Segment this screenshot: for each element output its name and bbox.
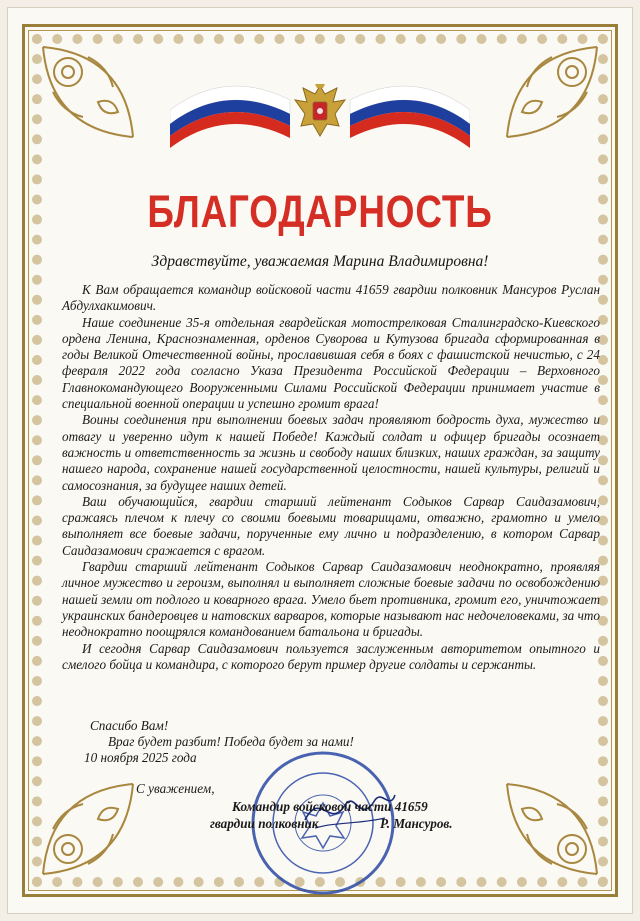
corner-ornament-icon	[38, 42, 168, 172]
corner-ornament-icon	[472, 42, 602, 172]
signer-name: Р. Мансуров.	[380, 816, 453, 831]
paragraph: Наше соединение 35-я отдельная гвардейская мотострелковая Сталинградско-Киевского ордена Ленина, Краснознаменная, орденов Суворова и Кутузова бригада сформированная в годы Великой Отечественной войны, прославившая себя в боях с фашистской нечистью, с 24 февраля 2022 года согласно Указа Президента Российской Федерации – Верховного Главнокомандующего Вооруженными Силами Российской Федерации принимает участие в специальной военной операции и успешно громит врага!	[62, 314, 600, 412]
signer-position-line2: гвардии полковник	[210, 816, 319, 831]
paragraph: И сегодня Сарвар Саидазамович пользуется заслуженным авторитетом опытного и смелого бойца и командира, с которого берут пример другие солдаты и сержанты.	[62, 640, 600, 672]
signer-position-line1: Командир войсковой части 41659	[232, 799, 428, 814]
paragraph: Гвардии старший лейтенант Содыков Сарвар Саидазамович неоднократно, проявляя личное мужество и героизм, выполнял и выполняет сложные боевые задачи по освобождению нашей земли от подлого и коварного врага. Умело бьет противника, громит его, уничтожает украинских бандеровцев и натовских варваров, которые называют нас недочеловеками, за что неоднократно поощрялся командованием батальона и бригады.	[62, 559, 600, 640]
paragraph: К Вам обращается командир войсковой части 41659 гвардии полковник Мансуров Руслан Абдулхакимович.	[62, 282, 600, 314]
paragraph: Воины соединения при выполнении боевых задач проявляют бодрость духа, мужество и отвагу и уверенно идут к нашей Победе! Каждый солдат и офицер бригады осознает важность и ответственность за жизнь и свободу наших близких, наших граждан, за защиту нашего народа, сохранение нашей государственной целостности, нашей культуры, религий и самосознания, за будущее наших детей.	[62, 412, 600, 493]
paragraph: Ваш обучающийся, гвардии старший лейтенант Содыков Сарвар Саидазамович, сражаясь плечом к плечу со своими боевыми товарищами, отважно, грамотно и умело выполняет все боевые задачи, порученные ему лично и подразделению, в котором Сарвар Саидазамович сражается с врагом.	[62, 493, 600, 558]
wish-line: Враг будет разбит! Победа будет за нами!	[108, 734, 354, 749]
date-line: 10 ноября 2025 года	[84, 750, 197, 765]
respect-line: С уважением,	[136, 781, 215, 796]
corner-ornament-icon	[38, 749, 168, 879]
document-title: БЛАГОДАРНОСТЬ	[147, 186, 493, 237]
corner-ornament-icon	[472, 749, 602, 879]
thanks-line: Спасибо Вам!	[90, 718, 169, 733]
greeting: Здравствуйте, уважаемая Марина Владимировна!	[151, 253, 489, 270]
russian-coat-of-arms-icon	[293, 80, 347, 140]
letter-body	[62, 282, 600, 673]
